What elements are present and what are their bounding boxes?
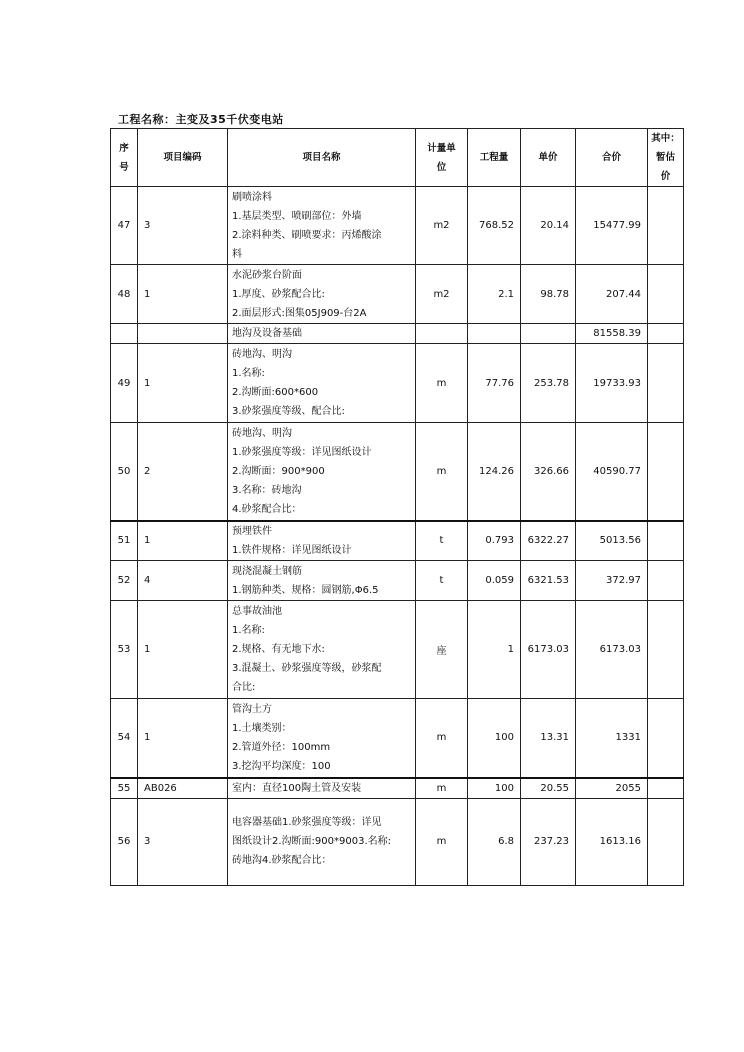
cell-name [228, 778, 416, 799]
cell-seq: 50 [111, 423, 138, 521]
cell-seq: 47 [111, 187, 138, 265]
table-row [111, 521, 684, 561]
header-seq: 序 号 [111, 129, 138, 187]
cell-provisional [648, 187, 684, 265]
name-line: 1.铁件规格：详见图纸设计 [232, 544, 352, 556]
cell-unit: m [416, 798, 468, 885]
name-line: 2.沟断面：900*900 [232, 465, 325, 477]
name-line: 砖地沟4.砂浆配合比： [232, 855, 332, 866]
cell-name [228, 265, 416, 324]
table-body [111, 187, 684, 886]
cell-price: 13.31 [521, 699, 576, 778]
cell-name [228, 798, 416, 885]
table-row [111, 778, 684, 799]
name-line: 2.管道外径：100mm [232, 741, 331, 753]
cell-unit: 座 [416, 601, 468, 699]
cell-seq: 51 [111, 521, 138, 561]
header-unit: 计量单 位 [416, 129, 468, 187]
cell-name [228, 187, 416, 265]
cell-qty: 2.1 [468, 265, 521, 324]
cell-unit [416, 324, 468, 344]
cell-qty: 100 [468, 699, 521, 778]
cell-name [228, 521, 416, 561]
cell-total: 372.97 [576, 561, 648, 601]
cell-seq: 53 [111, 601, 138, 699]
name-line: 1.钢筋种类、规格：圆钢筋,Φ6.5 [232, 584, 379, 596]
cell-qty: 124.26 [468, 423, 521, 521]
name-line: 1.砂浆强度等级：详见图纸设计 [232, 446, 372, 458]
cell-name [228, 601, 416, 699]
name-line: 砖地沟、明沟 [232, 349, 292, 360]
cell-unit: m [416, 423, 468, 521]
cell-unit: m2 [416, 187, 468, 265]
table-row [111, 344, 684, 423]
cell-seq: 54 [111, 699, 138, 778]
name-line: 1.名称: [232, 368, 265, 379]
cell-code: AB026 [138, 778, 228, 799]
cell-price: 6173.03 [521, 601, 576, 699]
header-total: 合价 [576, 129, 648, 187]
name-line: 1.基层类型、喷刷部位：外墙 [232, 210, 362, 222]
cell-qty: 6.8 [468, 798, 521, 885]
header-qty: 工程量 [468, 129, 521, 187]
cell-seq: 49 [111, 344, 138, 423]
cell-code: 1 [138, 265, 228, 324]
name-line: 管沟土方 [232, 703, 272, 715]
cell-seq: 56 [111, 798, 138, 885]
cell-code: 2 [138, 423, 228, 521]
table-row [111, 187, 684, 265]
table-row [111, 601, 684, 699]
table-row [111, 798, 684, 885]
name-line: 1.厚度、砂浆配合比: [232, 288, 325, 300]
cell-provisional [648, 423, 684, 521]
cell-provisional [648, 699, 684, 778]
name-line: 3.混凝土、砂浆强度等级，砂浆配 [232, 663, 382, 674]
cell-name [228, 423, 416, 521]
table-row [111, 324, 684, 344]
cell-total: 15477.99 [576, 187, 648, 265]
name-line: 合比: [232, 682, 256, 693]
cell-code: 3 [138, 187, 228, 265]
table-row [111, 265, 684, 324]
cell-price: 98.78 [521, 265, 576, 324]
cell-unit: m [416, 778, 468, 799]
cell-seq: 52 [111, 561, 138, 601]
name-line: 现浇混凝土钢筋 [232, 565, 302, 577]
name-line: 地沟及设备基础 [232, 328, 302, 339]
table-row [111, 423, 684, 521]
cell-unit: m [416, 699, 468, 778]
cell-total: 2055 [576, 778, 648, 799]
name-line: 1.土壤类别： [232, 722, 292, 734]
cell-price: 6322.27 [521, 521, 576, 561]
cell-total: 40590.77 [576, 423, 648, 521]
cell-total: 6173.03 [576, 601, 648, 699]
cell-price: 20.55 [521, 778, 576, 799]
table-header-row [111, 129, 684, 187]
header-name: 项目名称 [228, 129, 416, 187]
cell-total: 19733.93 [576, 344, 648, 423]
name-line: 2.面层形式:图集05J909-台2A [232, 307, 367, 319]
cell-total: 81558.39 [576, 324, 648, 344]
cell-code: 1 [138, 344, 228, 423]
name-line: 2.规格、有无地下水: [232, 644, 325, 655]
cell-qty [468, 324, 521, 344]
project-title: 工程名称：主变及35千伏变电站 [118, 113, 284, 126]
name-line: 室内：直径100陶土管及安装 [232, 782, 362, 794]
name-line: 2.涂料种类、刷喷要求：丙烯酸涂 [232, 229, 382, 241]
name-line: 料 [232, 248, 242, 260]
cell-code [138, 324, 228, 344]
table-row [111, 699, 684, 778]
cell-code: 4 [138, 561, 228, 601]
cell-provisional [648, 561, 684, 601]
cell-qty: 100 [468, 778, 521, 799]
cell-price: 20.14 [521, 187, 576, 265]
cell-total: 1331 [576, 699, 648, 778]
cell-seq: 55 [111, 778, 138, 799]
name-line: 砖地沟、明沟 [232, 427, 292, 439]
cell-name [228, 561, 416, 601]
cell-provisional [648, 324, 684, 344]
cell-qty: 0.793 [468, 521, 521, 561]
cell-total: 5013.56 [576, 521, 648, 561]
cell-qty: 768.52 [468, 187, 521, 265]
cell-name [228, 344, 416, 423]
cell-provisional [648, 265, 684, 324]
name-line: 3.挖沟平均深度：100 [232, 760, 331, 772]
cell-code: 1 [138, 699, 228, 778]
name-line: 1.名称: [232, 625, 265, 636]
name-line: 2.沟断面:600*600 [232, 387, 319, 398]
cell-code: 1 [138, 521, 228, 561]
name-line: 4.砂浆配合比： [232, 503, 302, 515]
name-line: 总事故油池 [232, 606, 282, 617]
cell-unit: t [416, 561, 468, 601]
cell-seq [111, 324, 138, 344]
cell-provisional [648, 344, 684, 423]
cell-price [521, 324, 576, 344]
bill-of-quantities-table [110, 128, 684, 886]
cell-seq: 48 [111, 265, 138, 324]
cell-price: 253.78 [521, 344, 576, 423]
cell-provisional [648, 521, 684, 561]
cell-code: 3 [138, 798, 228, 885]
name-line: 图纸设计2.沟断面:900*9003.名称: [232, 836, 391, 847]
cell-provisional [648, 601, 684, 699]
header-code: 项目编码 [138, 129, 228, 187]
header-price: 单价 [521, 129, 576, 187]
cell-qty: 0.059 [468, 561, 521, 601]
name-line: 刷喷涂料 [232, 191, 272, 203]
table-row [111, 561, 684, 601]
cell-unit: m2 [416, 265, 468, 324]
cell-price: 237.23 [521, 798, 576, 885]
cell-provisional [648, 778, 684, 799]
cell-total: 1613.16 [576, 798, 648, 885]
cell-name [228, 699, 416, 778]
name-line: 3.砂浆强度等级、配合比: [232, 406, 345, 417]
name-line: 预埋铁件 [232, 525, 272, 537]
cell-code: 1 [138, 601, 228, 699]
cell-unit: t [416, 521, 468, 561]
cell-qty: 1 [468, 601, 521, 699]
name-line: 电容器基础1.砂浆强度等级：详见 [232, 817, 382, 828]
cell-price: 326.66 [521, 423, 576, 521]
cell-price: 6321.53 [521, 561, 576, 601]
name-line: 水泥砂浆台阶面 [232, 269, 302, 281]
header-provisional: 其中： 暂估 价 [648, 129, 684, 187]
name-line: 3.名称：砖地沟 [232, 484, 302, 496]
cell-name [228, 324, 416, 344]
cell-total: 207.44 [576, 265, 648, 324]
cell-qty: 77.76 [468, 344, 521, 423]
cell-provisional [648, 798, 684, 885]
cell-unit: m [416, 344, 468, 423]
